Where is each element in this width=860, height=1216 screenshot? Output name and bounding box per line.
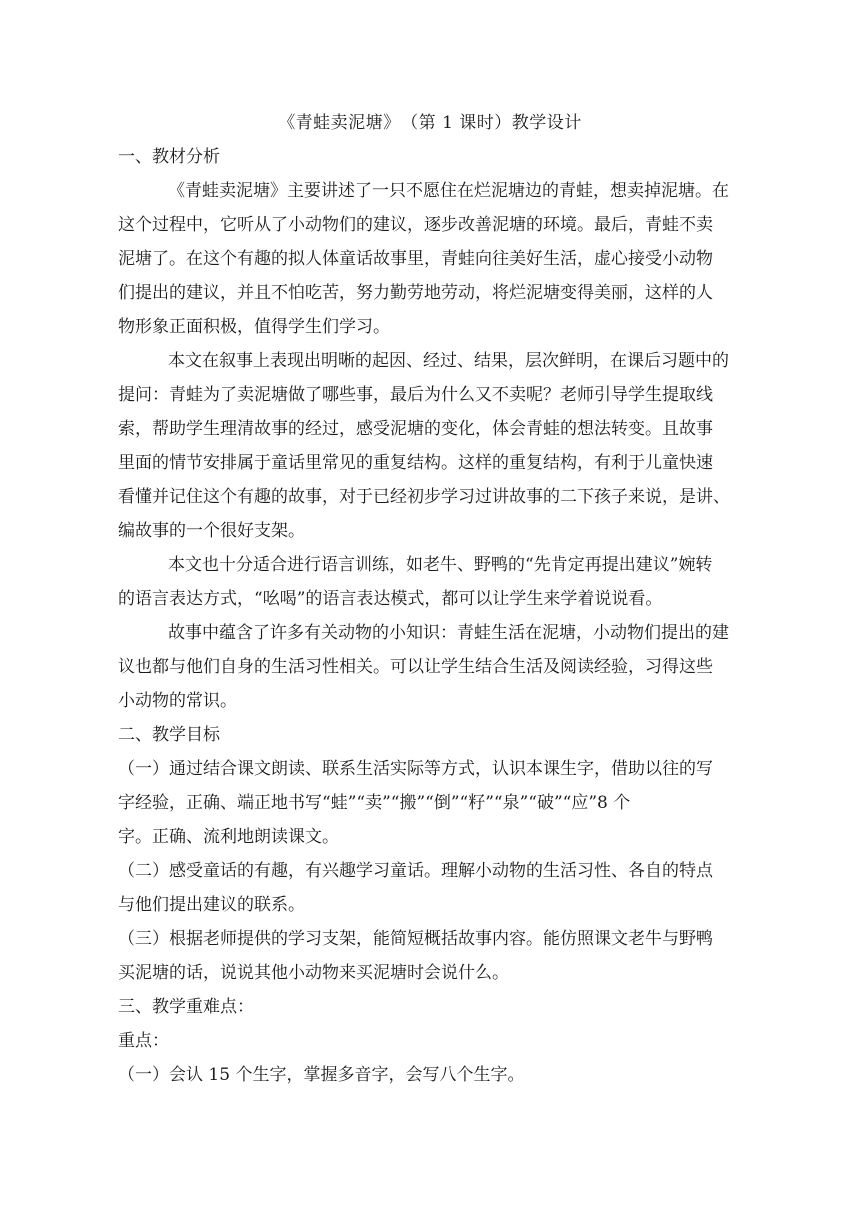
paragraph-line: 泥塘了。在这个有趣的拟人体童话故事里，青蛙向往美好生活，虚心接受小动物 <box>118 249 713 269</box>
paragraph-line: 编故事的一个很好支架。 <box>118 521 305 541</box>
section-heading: 一、教材分析 <box>118 147 220 167</box>
objective-item-line: （二）感受童话的有趣，有兴趣学习童话。理解小动物的生活习性、各自的特点 <box>118 861 713 881</box>
section-heading: 重点： <box>118 1031 169 1051</box>
paragraph-line: 故事中蕴含了许多有关动物的小知识：青蛙生活在泥塘，小动物们提出的建 <box>168 623 729 643</box>
paragraph-line: 议也都与他们自身的生活习性相关。可以让学生结合生活及阅读经验，习得这些 <box>118 657 713 677</box>
document-title: 《青蛙卖泥塘》 （第 1 课时）教学设计 <box>278 113 582 133</box>
paragraph-line: 与他们提出建议的联系。 <box>118 895 305 915</box>
paragraph-line: 《青蛙卖泥塘》主要讲述了一只不愿住在烂泥塘边的青蛙，想卖掉泥塘。在 <box>168 181 729 201</box>
paragraph-line: 们提出的建议，并且不怕吃苦，努力勤劳地劳动，将烂泥塘变得美丽，这样的人 <box>118 283 713 303</box>
paragraph-line: 索，帮助学生理清故事的经过，感受泥塘的变化，体会青蛙的想法转变。且故事 <box>118 419 713 439</box>
paragraph-line: 买泥塘的话，说说其他小动物来买泥塘时会说什么。 <box>118 963 509 983</box>
section-heading: 三、教学重难点： <box>118 997 254 1017</box>
paragraph-line: 本文也十分适合进行语言训练，如老牛、野鸭的“先肯定再提出建议”婉转 <box>168 555 713 575</box>
section-heading: 二、教学目标 <box>118 725 220 745</box>
document-body <box>118 140 742 1092</box>
paragraph-line: 物形象正面积极，值得学生们学习。 <box>118 317 390 337</box>
paragraph-line: 里面的情节安排属于童话里常见的重复结构。这样的重复结构，有利于儿童快速 <box>118 453 713 473</box>
paragraph-line: 这个过程中，它听从了小动物们的建议，逐步改善泥塘的环境。最后，青蛙不卖 <box>118 215 713 235</box>
objective-item-line: （一）通过结合课文朗读、联系生活实际等方式，认识本课生字，借助以往的写 <box>118 759 713 779</box>
paragraph-line: 提问：青蛙为了卖泥塘做了哪些事，最后为什么又不卖呢？老师引导学生提取线 <box>118 385 713 405</box>
paragraph-line: 字经验，正确、端正地书写“蛙”“卖”“搬”“倒”“籽”“泉”“破”“应”8 个 <box>118 793 631 813</box>
paragraph-line: 字。正确、流利地朗读课文。 <box>118 827 339 847</box>
paragraph-line: 的语言表达方式，“吆喝”的语言表达模式，都可以让学生来学着说说看。 <box>118 589 663 609</box>
objective-item-line: （三）根据老师提供的学习支架，能简短概括故事内容。能仿照课文老牛与野鸭 <box>118 929 713 949</box>
paragraph-line: 本文在叙事上表现出明晰的起因、经过、结果，层次鲜明，在课后习题中的 <box>168 351 729 371</box>
paragraph-line: 小动物的常识。 <box>118 691 237 711</box>
objective-item-line: （一）会认 15 个生字，掌握多音字，会写八个生字。 <box>118 1065 525 1085</box>
paragraph-line: 看懂并记住这个有趣的故事，对于已经初步学习过讲故事的二下孩子来说，是讲、 <box>118 487 730 507</box>
